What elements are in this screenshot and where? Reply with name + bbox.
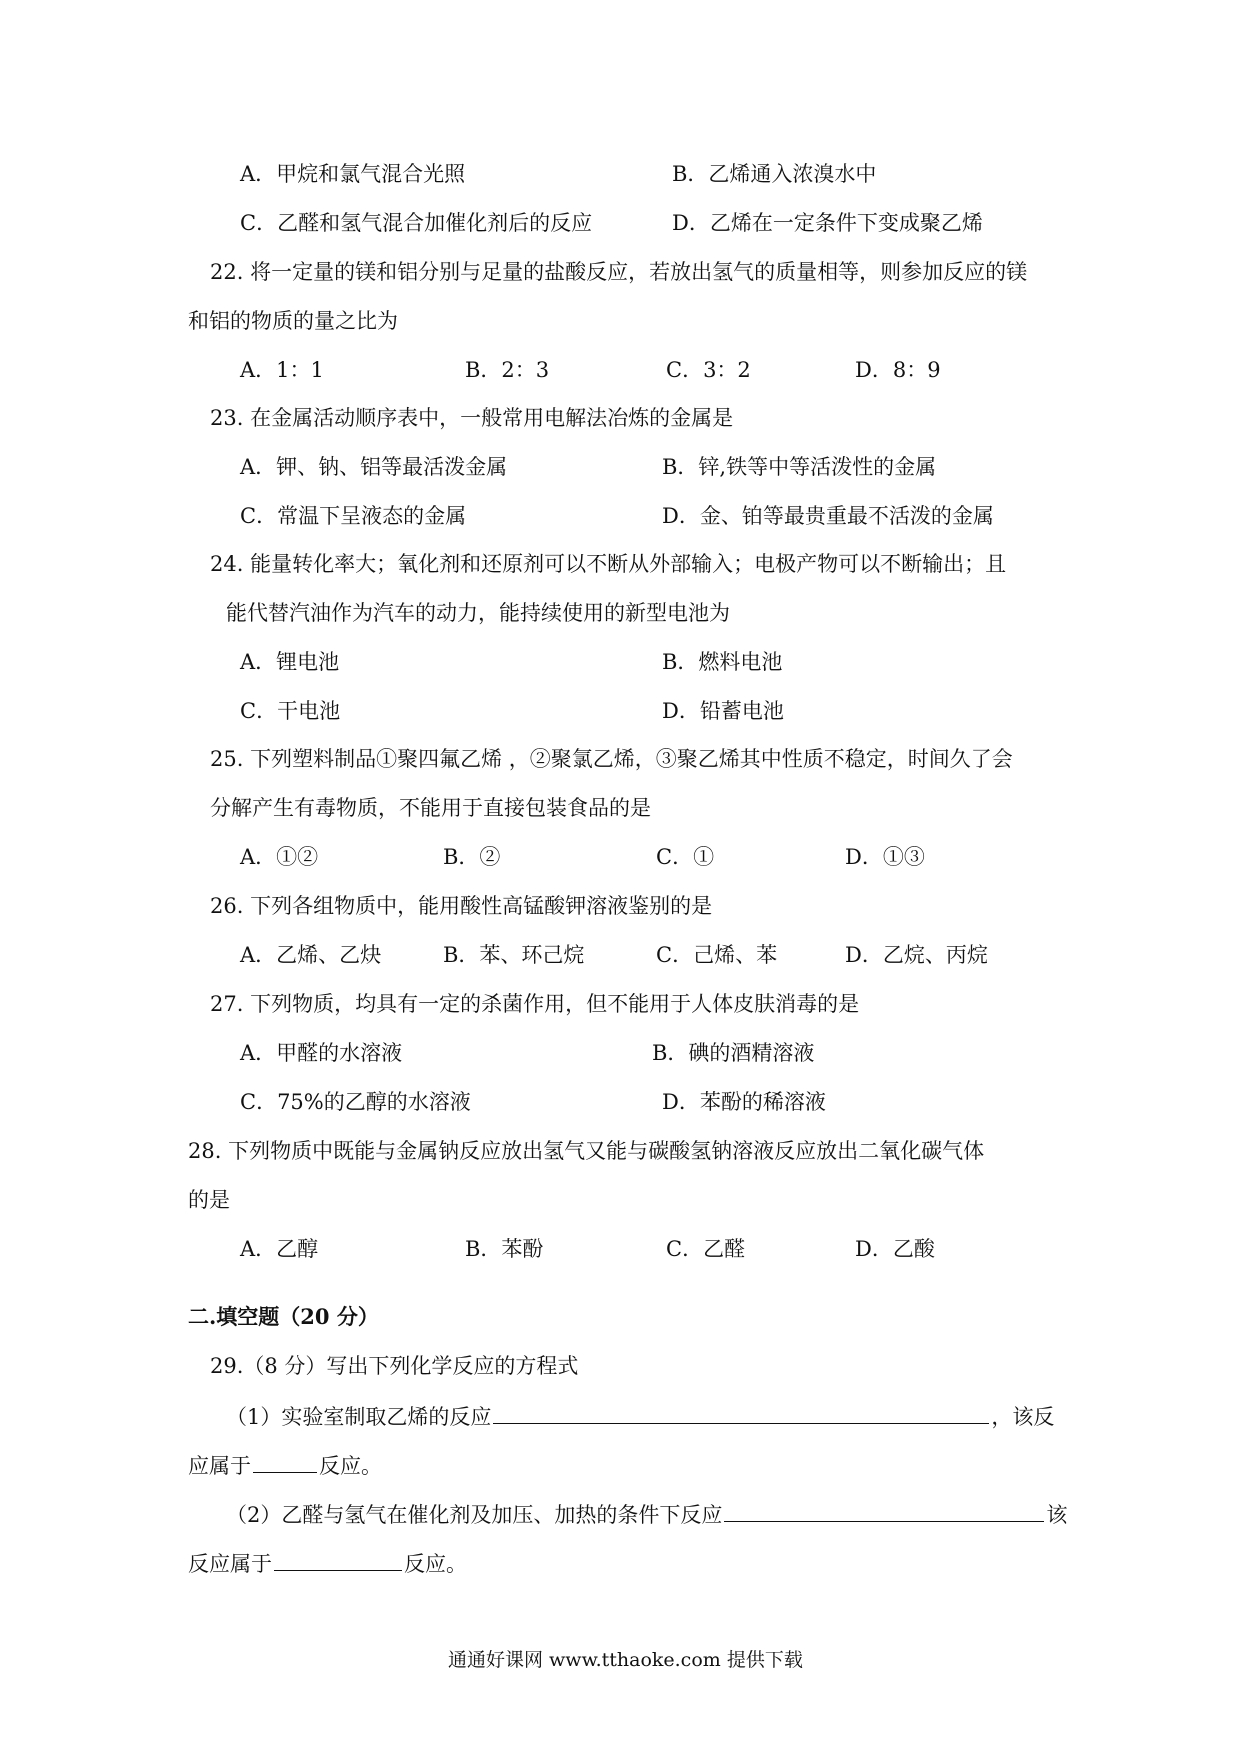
q21-option-d: D．乙烯在一定条件下变成聚乙烯 [672,211,983,235]
q26-option-b: B．苯、环己烷 [443,943,585,967]
q22-option-c: C．3：2 [666,358,751,382]
q28-option-d: D．乙酸 [855,1237,935,1261]
q29-stem: 29.（8 分）写出下列化学反应的方程式 [210,1354,579,1378]
q24-option-d: D．铅蓄电池 [662,699,784,723]
q25-option-a: A．①② [240,845,319,869]
q25-option-c: C．① [656,845,715,869]
q22-stem-line-1: 22. 将一定量的镁和铝分别与足量的盐酸反应，若放出氢气的质量相等，则参加反应的镁 [210,260,1028,284]
q24-option-a: A．锂电池 [240,650,340,674]
q28-option-a: A．乙醇 [240,1237,319,1261]
q21-option-b: B．乙烯通入浓溴水中 [672,162,877,186]
q25-option-d: D．①③ [845,845,925,869]
q27-option-b: B．碘的酒精溶液 [652,1041,815,1065]
section-title-fill-in: 二.填空题（20 分） [188,1304,379,1329]
q29-part-2-reaction-type-blank[interactable] [274,1548,402,1571]
q27-option-c: C．75%的乙醇的水溶液 [240,1090,471,1114]
q27-option-d: D．苯酚的稀溶液 [662,1090,826,1114]
q28-option-c: C．乙醛 [666,1237,746,1261]
q28-stem-line-1: 28. 下列物质中既能与金属钠反应放出氢气又能与碳酸氢钠溶液反应放出二氧化碳气体 [188,1139,985,1163]
q28-stem-line-2: 的是 [188,1188,230,1212]
q24-option-b: B．燃料电池 [662,650,783,674]
q23-stem: 23. 在金属活动顺序表中，一般常用电解法冶炼的金属是 [210,406,734,430]
q26-option-a: A．乙烯、乙炔 [240,943,382,967]
q29-part-1-equation-blank[interactable] [493,1401,989,1424]
q29-part-2-line-2-lead: 反应属于 [188,1552,272,1576]
q22-option-d: D．8：9 [855,358,941,382]
q27-stem: 27. 下列物质，均具有一定的杀菌作用，但不能用于人体皮肤消毒的是 [210,992,860,1016]
q29-part-2-line-2-tail: 反应。 [404,1552,467,1576]
q22-option-a: A．1：1 [240,358,324,382]
q29-part-2-line-1 [226,1499,1067,1529]
q29-part-1-lead: （1）实验室制取乙烯的反应 [226,1405,492,1429]
q28-option-b: B．苯酚 [465,1237,544,1261]
q21-option-c: C．乙醛和氢气混合加催化剂后的反应 [240,211,593,235]
q29-part-2-lead: （2）乙醛与氢气在催化剂及加压、加热的条件下反应 [226,1503,723,1527]
q25-option-b: B．② [443,845,501,869]
page-footer-source: 通通好课网 www.tthaoke.com 提供下载 [448,1649,803,1671]
q24-stem-line-2: 能代替汽油作为汽车的动力，能持续使用的新型电池为 [226,601,730,625]
q24-stem-line-1: 24. 能量转化率大；氧化剂和还原剂可以不断从外部输入；电极产物可以不断输出；且 [210,552,1007,576]
q29-part-2-tail: 该 [1046,1503,1068,1527]
q29-part-1-line-2 [188,1450,382,1480]
q26-option-c: C．己烯、苯 [656,943,778,967]
q25-stem-line-2: 分解产生有毒物质，不能用于直接包装食品的是 [210,796,651,820]
q22-stem-line-2: 和铝的物质的量之比为 [188,309,398,333]
q23-option-d: D．金、铂等最贵重最不活泼的金属 [662,504,994,528]
q27-option-a: A．甲醛的水溶液 [240,1041,403,1065]
q26-option-d: D．乙烷、丙烷 [845,943,988,967]
q21-option-a: A．甲烷和氯气混合光照 [240,162,466,186]
q25-stem-line-1: 25. 下列塑料制品①聚四氟乙烯 ，②聚氯乙烯，③聚乙烯其中性质不稳定，时间久了会 [210,747,1013,771]
q29-part-1-line-2-tail: 反应。 [319,1454,382,1478]
q29-part-1-reaction-type-blank[interactable] [253,1450,317,1473]
q23-option-b: B．锌,铁等中等活泼性的金属 [662,455,937,479]
q29-part-1-tail: ，该反 [991,1405,1055,1429]
q23-option-c: C．常温下呈液态的金属 [240,504,467,528]
q29-part-1-line-1 [226,1401,1054,1431]
q29-part-2-line-2 [188,1548,467,1578]
q23-option-a: A．钾、钠、铝等最活泼金属 [240,455,508,479]
q29-part-1-line-2-lead: 应属于 [188,1454,251,1478]
q26-stem: 26. 下列各组物质中，能用酸性高锰酸钾溶液鉴别的是 [210,894,713,918]
q24-option-c: C．干电池 [240,699,341,723]
q22-option-b: B．2：3 [465,358,550,382]
q29-part-2-equation-blank[interactable] [724,1499,1044,1522]
